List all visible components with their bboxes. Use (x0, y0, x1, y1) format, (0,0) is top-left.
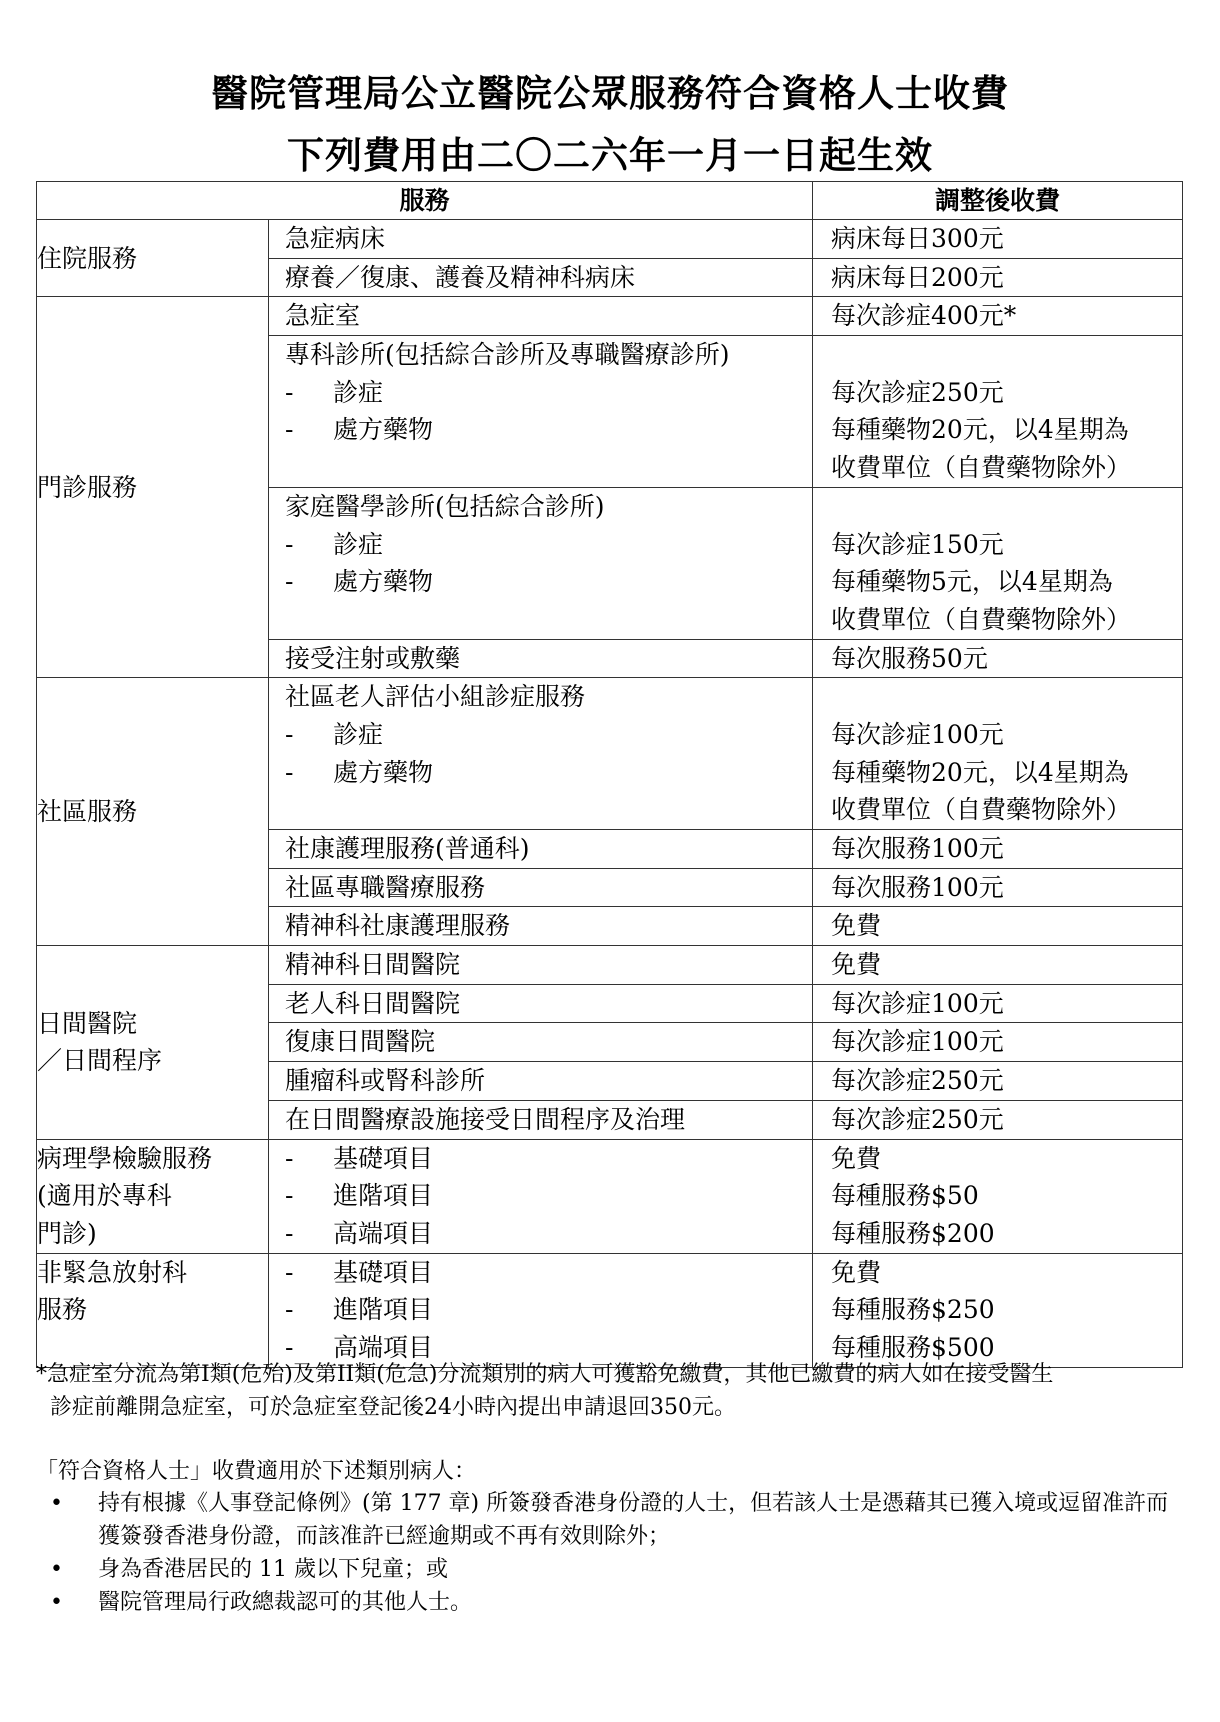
sub-item-label: 進階項目 (333, 1181, 434, 1211)
fee-value: 每次診症250元 (831, 1104, 1004, 1134)
fee-value: 每次診症250元 (831, 377, 1004, 407)
service-cell (269, 336, 813, 488)
service-name: 急症病床 (285, 224, 386, 253)
sub-item (269, 1254, 812, 1292)
table-row (37, 297, 1183, 336)
bullet-icon: • (50, 1557, 63, 1582)
fee-cell (813, 868, 1183, 907)
category-label: ／日間程序 (37, 1046, 163, 1076)
service-name: 接受注射或敷藥 (285, 643, 461, 673)
fee-cell (813, 297, 1183, 336)
service-name: 老人科日間醫院 (285, 988, 461, 1018)
service-name: 社區老人評估小組診症服務 (285, 682, 586, 712)
sub-item-label: 診症 (333, 719, 384, 749)
service-cell (269, 1100, 813, 1139)
category-label: 服務 (37, 1295, 88, 1325)
eligible-heading: 「符合資格人士」收費適用於下述類別病人： (36, 1459, 477, 1484)
fee-value: 每種服務$50 (831, 1181, 979, 1211)
sub-item-label: 處方藥物 (333, 567, 434, 597)
sub-item (269, 563, 812, 601)
sub-item (269, 411, 812, 449)
fee-value: 免費 (831, 1143, 882, 1173)
list-item-text: 持有根據《人事登記條例》(第 177 章) 所簽發香港身份證的人士，但若該人士是憑藉其已獲入境或逗留准許而獲簽發香港身份證，而該准許已經逾期或不再有效則除外； (98, 1491, 1169, 1549)
dash: - (285, 1218, 294, 1248)
fee-table (36, 181, 1183, 1368)
category-label: 日間醫院 (37, 1009, 138, 1039)
service-cell (269, 639, 813, 678)
list-item (50, 1553, 1170, 1586)
fee-value: 每種服務$500 (831, 1332, 995, 1362)
fee-value: 收費單位（自費藥物除外） (831, 795, 1132, 825)
table-row (37, 1253, 1183, 1367)
fee-cell (813, 678, 1183, 830)
category-label: 社區服務 (37, 797, 138, 827)
service-cell (269, 946, 813, 985)
footnote (36, 1358, 1186, 1424)
service-cell (269, 258, 813, 297)
sub-item-label: 處方藥物 (333, 757, 434, 787)
table-row (37, 678, 1183, 830)
category-pathology (37, 1139, 269, 1253)
fee-value: 每次服務100元 (831, 872, 1004, 902)
footnote-line: *急症室分流為第I類(危殆)及第II類(危急)分流類別的病人可獲豁免繳費，其他已繳費的病人如在接受醫生 (36, 1362, 1054, 1387)
dash: - (285, 415, 294, 445)
service-cell (269, 868, 813, 907)
header-fee: 調整後收費 (813, 182, 1183, 220)
service-name: 復康日間醫院 (285, 1027, 436, 1057)
category-label: 病理學檢驗服務 (37, 1143, 213, 1173)
category-community (37, 678, 269, 946)
fee-cell (813, 336, 1183, 488)
fee-value: 每種藥物20元，以4星期為 (831, 415, 1129, 445)
fee-cell (813, 830, 1183, 869)
sub-item-label: 基礎項目 (333, 1143, 434, 1173)
service-name: 精神科日間醫院 (285, 950, 461, 980)
fee-cell (813, 984, 1183, 1023)
service-cell (269, 1139, 813, 1253)
sub-item (269, 1140, 812, 1178)
dash: - (285, 719, 294, 749)
category-outpatient (37, 297, 269, 678)
fee-value: 每種藥物20元，以4星期為 (831, 757, 1129, 787)
effective-date-title: 下列費用由二〇二六年一月一日起生效 (287, 134, 933, 177)
spacer (269, 449, 812, 487)
fee-cell (813, 487, 1183, 639)
fee-cell (813, 1100, 1183, 1139)
spacer (813, 488, 1182, 526)
fee-cell (813, 258, 1183, 297)
category-label: 非緊急放射科 (37, 1257, 188, 1287)
service-name: 在日間醫療設施接受日間程序及治理 (285, 1104, 686, 1134)
category-day-hospital (37, 946, 269, 1139)
fee-value: 每次診症100元 (831, 988, 1004, 1018)
category-radiology (37, 1253, 269, 1367)
sub-item-label: 診症 (333, 529, 384, 559)
fee-value: 病床每日300元 (831, 224, 1004, 253)
fee-value: 每種服務$200 (831, 1218, 995, 1248)
fee-value: 每種藥物5元，以4星期為 (831, 567, 1113, 597)
sub-item (269, 1177, 812, 1215)
service-cell (269, 297, 813, 336)
list-item (50, 1487, 1170, 1553)
footnote-line: 診症前離開急症室，可於急症室登記後24小時內提出申請退回350元。 (50, 1395, 736, 1420)
service-cell (269, 907, 813, 946)
sub-item (269, 754, 812, 792)
spacer (813, 336, 1182, 374)
document-title: 醫院管理局公立醫院公眾服務符合資格人士收費 (211, 72, 1009, 115)
sub-item-label: 高端項目 (333, 1332, 434, 1362)
fee-value: 每次診症250元 (831, 1066, 1004, 1096)
spacer (269, 791, 812, 829)
fee-value: 每次診症100元 (831, 719, 1004, 749)
fee-value: 每次服務50元 (831, 643, 988, 673)
table-header-row (37, 182, 1183, 220)
service-cell (269, 830, 813, 869)
table-row (37, 220, 1183, 259)
service-cell (269, 1023, 813, 1062)
fee-cell (813, 907, 1183, 946)
sub-item-label: 高端項目 (333, 1218, 434, 1248)
dash: - (285, 1257, 294, 1287)
fee-value: 每次診症100元 (831, 1027, 1004, 1057)
service-cell (269, 220, 813, 259)
table-row (37, 946, 1183, 985)
fee-cell (813, 639, 1183, 678)
fee-value: 每種服務$250 (831, 1295, 995, 1325)
fee-value: 每次診症150元 (831, 529, 1004, 559)
fee-cell (813, 1062, 1183, 1101)
fee-cell (813, 1023, 1183, 1062)
service-cell (269, 678, 813, 830)
service-name: 社區專職醫療服務 (285, 872, 486, 902)
eligible-list (50, 1487, 1170, 1619)
category-inpatient (37, 220, 269, 297)
fee-value: 收費單位（自費藥物除外） (831, 453, 1132, 483)
sub-item-label: 處方藥物 (333, 415, 434, 445)
dash: - (285, 567, 294, 597)
dash: - (285, 757, 294, 787)
fee-value: 每次診症400元* (831, 301, 1017, 331)
fee-cell (813, 1253, 1183, 1367)
fee-value: 免費 (831, 911, 882, 941)
service-name: 社康護理服務(普通科) (285, 834, 530, 863)
spacer (813, 678, 1182, 716)
category-label: 門診服務 (37, 472, 138, 502)
service-name: 家庭醫學診所(包括綜合診所) (285, 491, 605, 521)
sub-item-label: 基礎項目 (333, 1257, 434, 1287)
dash: - (285, 377, 294, 407)
list-item (50, 1586, 1170, 1619)
service-name: 專科診所(包括綜合診所及專職醫療診所) (285, 340, 730, 370)
category-label: 住院服務 (37, 243, 138, 273)
bullet-icon: • (50, 1590, 63, 1615)
category-label: 門診) (37, 1218, 97, 1248)
sub-item (269, 526, 812, 564)
fee-value: 每次服務100元 (831, 834, 1004, 863)
category-label: (適用於專科 (37, 1181, 172, 1211)
sub-item-label: 診症 (333, 377, 384, 407)
sub-item (269, 716, 812, 754)
sub-item-label: 進階項目 (333, 1295, 434, 1325)
sub-item (269, 1291, 812, 1329)
service-cell (269, 487, 813, 639)
fee-value: 病床每日200元 (831, 262, 1004, 292)
service-cell (269, 984, 813, 1023)
fee-value: 收費單位（自費藥物除外） (831, 604, 1132, 634)
sub-item (269, 1215, 812, 1253)
service-name: 精神科社康護理服務 (285, 911, 511, 941)
service-name: 腫瘤科或腎科診所 (285, 1066, 486, 1096)
dash: - (285, 529, 294, 559)
service-name: 急症室 (285, 301, 361, 331)
list-item-text: 身為香港居民的 11 歲以下兒童；或 (98, 1557, 448, 1582)
service-cell (269, 1253, 813, 1367)
spacer (269, 601, 812, 639)
fee-cell (813, 1139, 1183, 1253)
list-item-text: 醫院管理局行政總裁認可的其他人士。 (98, 1590, 473, 1615)
header-service: 服務 (37, 182, 813, 220)
service-cell (269, 1062, 813, 1101)
dash: - (285, 1295, 294, 1325)
dash: - (285, 1332, 294, 1362)
bullet-icon: • (50, 1491, 63, 1516)
fee-cell (813, 220, 1183, 259)
service-name: 療養／復康、護養及精神科病床 (285, 262, 636, 292)
dash: - (285, 1143, 294, 1173)
dash: - (285, 1181, 294, 1211)
sub-item (269, 374, 812, 412)
fee-value: 免費 (831, 950, 882, 980)
fee-cell (813, 946, 1183, 985)
fee-value: 免費 (831, 1257, 882, 1287)
table-row (37, 1139, 1183, 1253)
